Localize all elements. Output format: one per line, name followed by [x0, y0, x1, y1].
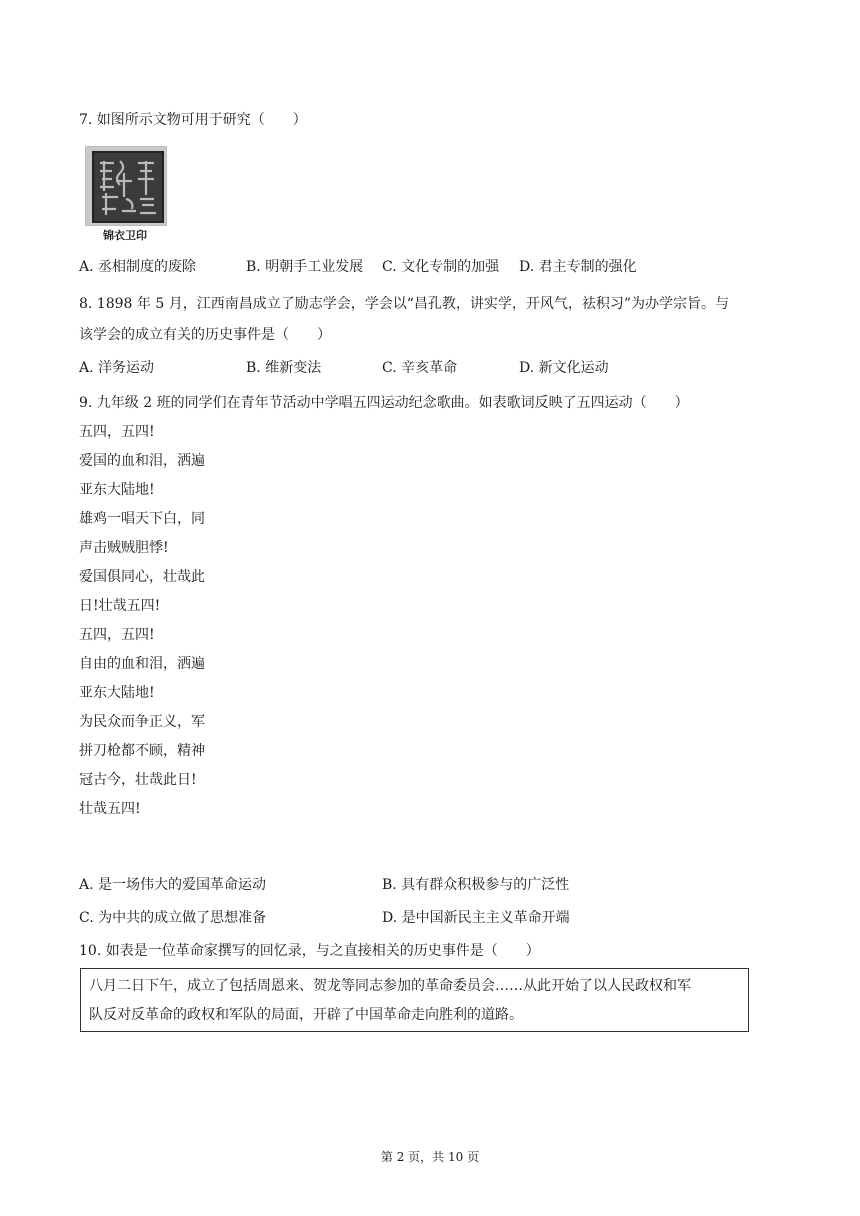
q9-option-a: A. 是一场伟大的爱国革命运动	[79, 877, 267, 893]
seal-caption: 锦衣卫印	[103, 229, 147, 242]
lyric-line: 冠古今，壮哉此日!	[79, 772, 197, 788]
q8-option-c: C. 辛亥革命	[382, 360, 458, 376]
q7-option-b: B. 明朝手工业发展	[246, 259, 364, 275]
lyric-line: 五四，五四!	[79, 424, 155, 440]
q8-option-b: B. 维新变法	[246, 360, 322, 376]
lyric-line: 亚东大陆地!	[79, 482, 155, 498]
lyric-line: 五四，五四!	[79, 627, 155, 643]
memoir-line2: 队反对反革命的政权和军队的局面，开辟了中国革命走向胜利的道路。	[89, 1007, 523, 1023]
q10-stem: 10. 如表是一位革命家撰写的回忆录，与之直接相关的历史事件是（ ）	[79, 943, 540, 959]
memoir-box	[80, 968, 749, 1032]
q8-stem-line2: 该学会的成立有关的历史事件是（ ）	[79, 327, 331, 343]
memoir-line1: 八月二日下午，成立了包括周恩来、贺龙等同志参加的革命委员会……从此开始了以人民政权和军	[89, 978, 691, 994]
seal-stamp-icon	[92, 151, 164, 223]
seal-image	[85, 146, 167, 226]
q7-option-c: C. 文化专制的加强	[382, 259, 500, 275]
q8-option-a: A. 洋务运动	[79, 360, 155, 376]
q8-stem-line1: 8. 1898 年 5 月，江西南昌成立了励志学会，学会以“昌孔教，讲实学，开风气，祛积习”为办学宗旨。与	[79, 296, 730, 312]
lyric-line: 壮哉五四!	[79, 801, 141, 817]
q9-stem: 9. 九年级 2 班的同学们在青年节活动中学唱五四运动纪念歌曲。如表歌词反映了五四运动（ ）	[79, 395, 689, 411]
page-footer: 第 2 页，共 10 页	[380, 1150, 480, 1164]
q9-option-d: D. 是中国新民主主义革命开端	[382, 910, 570, 926]
q9-option-c: C. 为中共的成立做了思想准备	[79, 910, 267, 926]
lyric-line: 自由的血和泪，洒遍	[79, 656, 205, 672]
lyric-line: 爱国俱同心，壮哉此	[79, 569, 205, 585]
lyric-line: 拼刀枪都不顾，精神	[79, 743, 205, 759]
lyric-line: 日!壮哉五四!	[79, 598, 161, 614]
q7-option-a: A. 丞相制度的废除	[79, 259, 197, 275]
lyric-line: 雄鸡一唱天下白，同	[79, 511, 205, 527]
q7-stem: 7. 如图所示文物可用于研究（ ）	[79, 112, 307, 128]
lyric-line: 为民众而争正义，军	[79, 714, 205, 730]
lyric-line: 爱国的血和泪，洒遍	[79, 453, 205, 469]
lyric-line: 声击贼贼胆悸!	[79, 540, 169, 556]
q9-option-b: B. 具有群众积极参与的广泛性	[382, 877, 570, 893]
lyric-line: 亚东大陆地!	[79, 685, 155, 701]
q7-option-d: D. 君主专制的强化	[519, 259, 637, 275]
q8-option-d: D. 新文化运动	[519, 360, 609, 376]
